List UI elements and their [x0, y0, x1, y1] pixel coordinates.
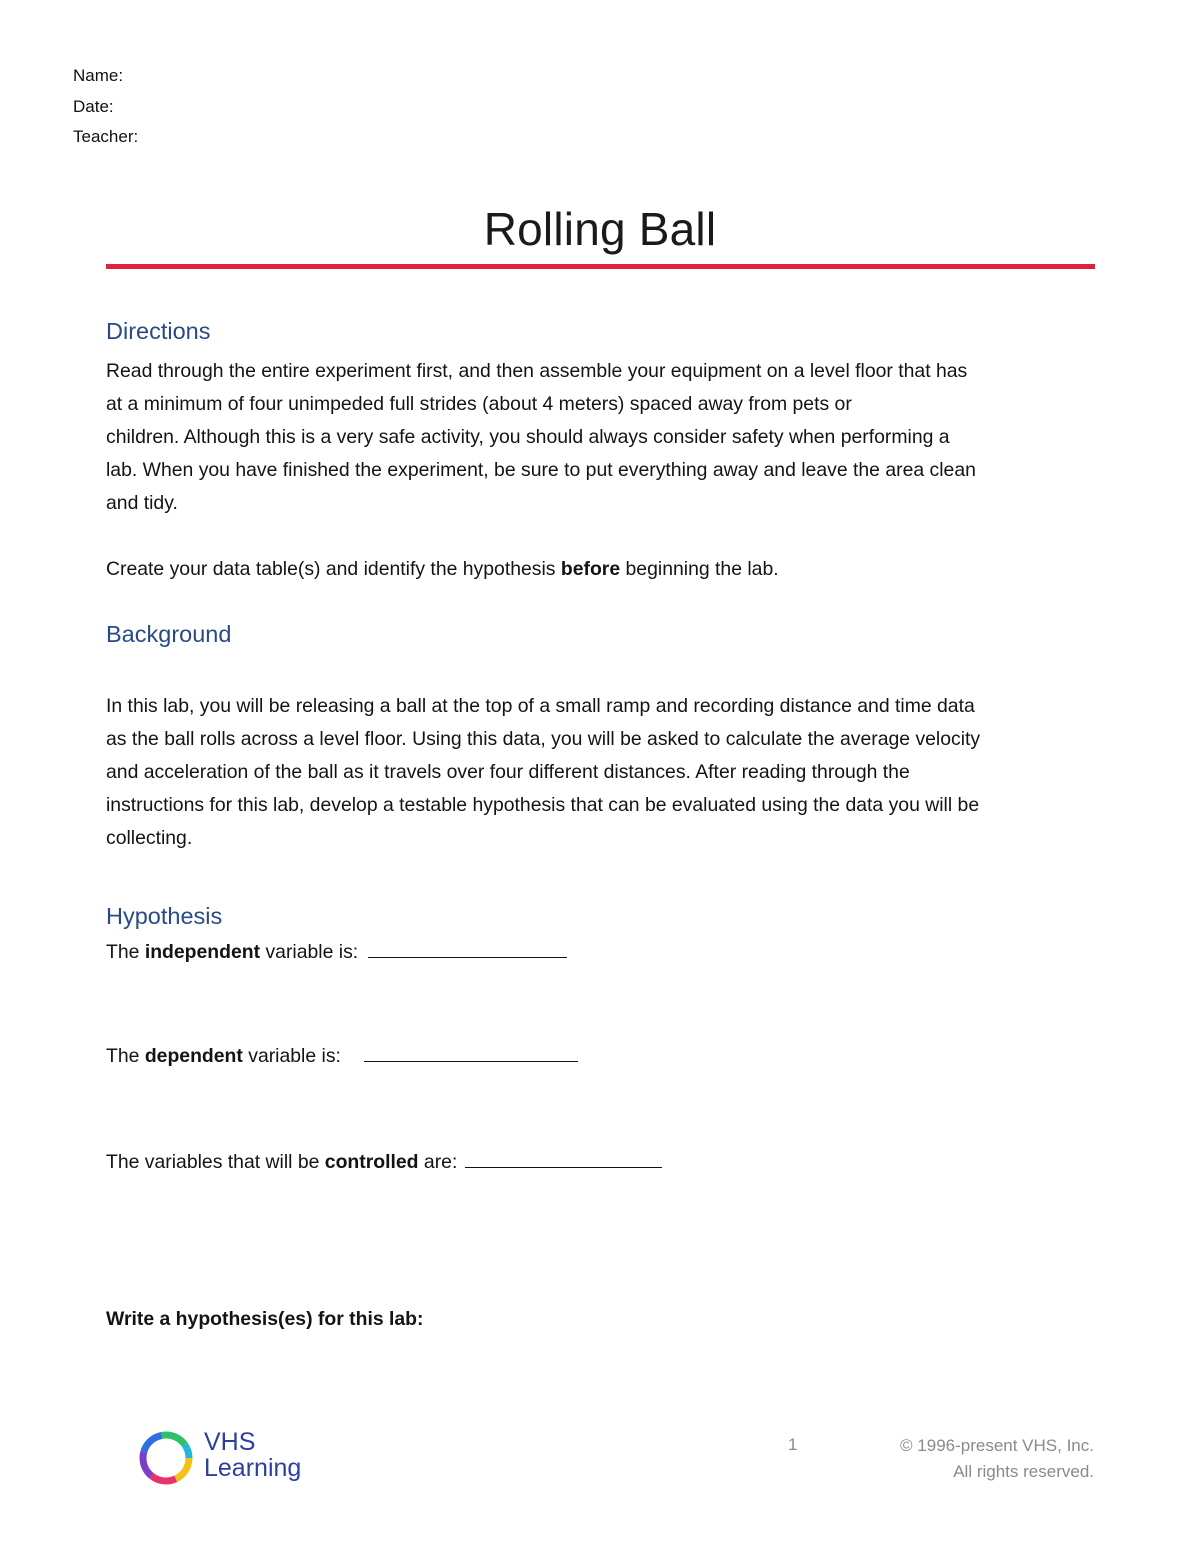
dependent-variable-row: The dependent variable is: — [106, 1045, 578, 1068]
dependent-variable-blank[interactable] — [364, 1046, 578, 1062]
background-line: and acceleration of the ball as it travels over four different distances. After reading through the — [106, 761, 910, 783]
directions-note: Create your data table(s) and identify the hypothesis before beginning the lab. — [106, 558, 779, 580]
background-line: as the ball rolls across a level floor. Using this data, you will be asked to calculate the average velocity — [106, 728, 981, 750]
header-fields — [73, 61, 138, 153]
independent-variable-row: The independent variable is: — [106, 941, 567, 964]
vhs-learning-logo — [137, 1429, 327, 1487]
directions-line: and tidy. — [106, 492, 178, 514]
logo-text: VHS Learning — [204, 1428, 302, 1482]
directions-line: Read through the entire experiment first, and then assemble your equipment on a level floor that has — [106, 360, 968, 382]
date-label: Date: — [73, 96, 114, 116]
directions-line: lab. When you have finished the experiment, be sure to put everything away and leave the area clean — [106, 459, 976, 481]
background-heading: Background — [106, 621, 232, 647]
background-line: In this lab, you will be releasing a ball at the top of a small ramp and recording distance and time data — [106, 695, 975, 717]
title-divider — [106, 264, 1095, 269]
emphasis-before: before — [560, 558, 621, 580]
directions-line: at a minimum of four unimpeded full strides (about 4 meters) spaced away from pets or — [106, 393, 852, 415]
background-paragraph — [106, 690, 1096, 855]
directions-paragraph — [106, 355, 1096, 520]
hypothesis-prompt: Write a hypothesis(es) for this lab: — [106, 1308, 424, 1330]
background-line: collecting. — [106, 827, 193, 849]
teacher-label: Teacher: — [73, 127, 139, 146]
page-number: 1 — [788, 1435, 798, 1454]
independent-variable-blank[interactable] — [368, 942, 567, 958]
hypothesis-heading: Hypothesis — [106, 903, 223, 929]
name-label: Name: — [73, 66, 124, 85]
directions-line: children. Although this is a very safe activity, you should always consider safety when performing a — [106, 426, 950, 448]
page-title: Rolling Ball — [483, 203, 717, 255]
copyright-notice: © 1996-present VHS, Inc. All rights reserved. — [900, 1436, 1094, 1481]
vhs-logo-icon — [137, 1431, 195, 1485]
directions-heading: Directions — [106, 318, 211, 344]
controlled-variables-blank[interactable] — [465, 1152, 662, 1168]
background-line: instructions for this lab, develop a testable hypothesis that can be evaluated using the data you will be — [106, 794, 980, 816]
controlled-variables-row: The variables that will be controlled are: — [106, 1151, 662, 1174]
